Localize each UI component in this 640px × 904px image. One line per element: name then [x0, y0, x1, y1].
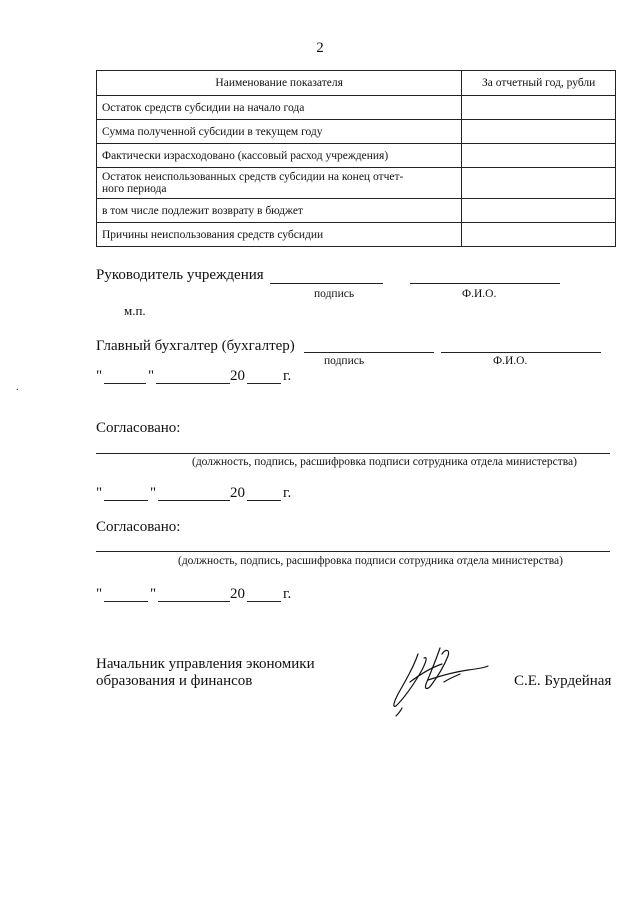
date-century: 20	[230, 586, 245, 602]
approval-2-line	[96, 551, 610, 552]
director-name-line	[410, 283, 560, 284]
table-row	[97, 168, 616, 199]
table-row	[97, 120, 616, 144]
reporting-year-value-cell	[462, 168, 616, 199]
date-quote-close: "	[150, 485, 157, 501]
date-quote-close: "	[148, 368, 155, 384]
indicator-name-text: Причины неиспользования средств субсидии	[102, 228, 324, 241]
accountant-name-caption: Ф.И.О.	[493, 355, 528, 367]
indicator-name-cell	[97, 199, 462, 223]
date-year-line	[247, 383, 281, 384]
reporting-year-value-cell	[462, 96, 616, 120]
head-title-line2: образования и финансов	[96, 673, 253, 689]
indicator-name-cell	[97, 223, 462, 247]
date-year-line	[247, 601, 281, 602]
header-reporting-year: За отчетный год, рубли	[462, 71, 616, 96]
accountant-signature-caption: подпись	[324, 355, 365, 367]
page-number: 2	[316, 40, 324, 56]
director-signature-line	[270, 283, 383, 284]
date-year-suffix: г.	[283, 586, 292, 602]
indicator-name-text: в том числе подлежит возврату в бюджет	[102, 204, 303, 217]
reporting-year-value-cell	[462, 223, 616, 247]
date-quote-close: "	[150, 586, 157, 602]
table-row	[97, 199, 616, 223]
handwritten-signature	[384, 636, 494, 718]
date-day-line	[104, 500, 148, 501]
date-day-line	[104, 383, 146, 384]
report-table	[96, 70, 616, 247]
reporting-year-value-cell	[462, 199, 616, 223]
head-title-line1: Начальник управления экономики	[96, 656, 315, 672]
indicator-name-cell	[97, 120, 462, 144]
approval-2-label: Согласовано:	[96, 519, 181, 535]
header-indicator-name: Наименование показателя	[97, 71, 462, 96]
date-month-line	[156, 383, 230, 384]
indicator-name-cell	[97, 96, 462, 120]
indicator-name-text: Остаток средств субсидии на начало года	[102, 101, 305, 114]
reporting-year-value-cell	[462, 120, 616, 144]
approval-1-line	[96, 453, 610, 454]
director-label: Руководитель учреждения	[96, 267, 264, 283]
indicator-name-text: Фактически израсходовано (кассовый расход учреждения)	[102, 149, 389, 162]
margin-dot: .	[16, 382, 19, 393]
accountant-signature-line	[304, 352, 434, 353]
date-century: 20	[230, 368, 245, 384]
indicator-name-text: Остаток неиспользованных средств субсидии на конец отчет-	[102, 171, 404, 183]
date-quote-open: "	[96, 368, 103, 384]
date-year-line	[247, 500, 281, 501]
accountant-label: Главный бухгалтер (бухгалтер)	[96, 338, 295, 354]
accountant-name-line	[441, 352, 601, 353]
date-century: 20	[230, 485, 245, 501]
date-month-line	[158, 601, 230, 602]
stamp-note: м.п.	[124, 303, 146, 318]
director-signature-caption: подпись	[314, 288, 355, 300]
date-month-line	[158, 500, 230, 501]
approval-1-caption: (должность, подпись, расшифровка подписи сотрудника отдела министерства)	[192, 456, 577, 468]
table-header-row	[97, 71, 616, 96]
table-row	[97, 144, 616, 168]
date-quote-open: "	[96, 586, 103, 602]
indicator-name-cell	[97, 144, 462, 168]
date-line	[96, 485, 296, 505]
date-line	[96, 368, 296, 388]
indicator-name-text: ного периода	[102, 183, 167, 195]
indicator-name-text: Сумма полученной субсидии в текущем году	[102, 125, 323, 138]
date-year-suffix: г.	[283, 368, 292, 384]
date-day-line	[104, 601, 148, 602]
approval-1-label: Согласовано:	[96, 420, 181, 436]
approval-2-caption: (должность, подпись, расшифровка подписи сотрудника отдела министерства)	[178, 555, 563, 567]
date-line	[96, 586, 296, 606]
head-name: С.Е. Бурдейная	[514, 673, 612, 689]
table-row	[97, 96, 616, 120]
date-year-suffix: г.	[283, 485, 292, 501]
reporting-year-value-cell	[462, 144, 616, 168]
director-name-caption: Ф.И.О.	[462, 288, 497, 300]
date-quote-open: "	[96, 485, 103, 501]
table-row	[97, 223, 616, 247]
indicator-name-cell	[97, 168, 462, 199]
